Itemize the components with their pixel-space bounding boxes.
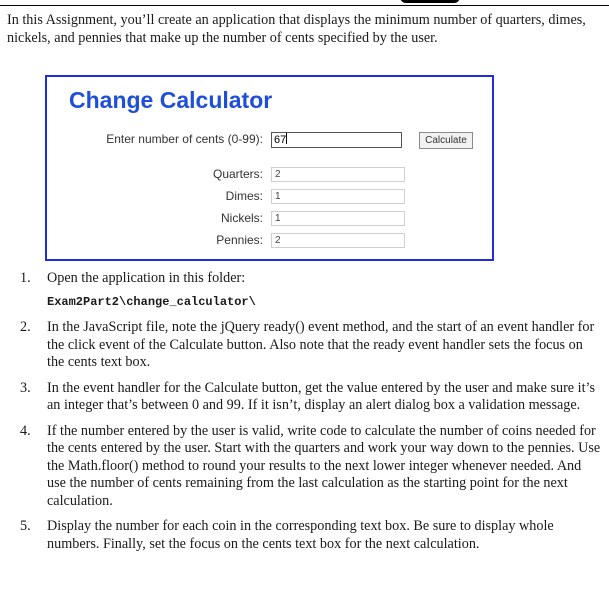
step-text: In the JavaScript file, note the jQuery ready() event method, and the start of an event handler for the click event of the Calculate button. Also note that the ready event handler sets the focus on the cents text box. [47, 319, 595, 370]
nickels-row [163, 211, 263, 227]
folder-path: Exam2Part2\change_calculator\ [47, 294, 256, 309]
pennies-label: Pennies: [216, 233, 263, 247]
step-number: 5. [20, 518, 31, 534]
step-1 [0, 270, 602, 311]
step-text: Open the application in this folder: [47, 270, 246, 286]
step-text: In the event handler for the Calculate button, get the value entered by the user and make sure it’s an integer that’s between 0 and 99. If it isn’t, display an alert dialog box a validation message. [47, 379, 595, 413]
cents-label: Enter number of cents (0-99): [106, 132, 263, 146]
nickels-label: Nickels: [220, 211, 263, 225]
pennies-field[interactable]: 2 [271, 233, 405, 248]
intro-paragraph: In this Assignment, you’ll create an application that displays the minimum number of quarters, dimes, nickels, and pennies that make up the number of cents specified by the user. [7, 12, 586, 46]
steps-list [0, 270, 609, 561]
step-4 [0, 423, 602, 511]
text-caret [286, 133, 287, 144]
step-number: 1. [20, 270, 31, 286]
change-calculator-figure [45, 75, 494, 261]
app-title: Change Calculator [69, 87, 273, 113]
step-number: 2. [20, 319, 31, 335]
cropped-heading [400, 0, 460, 3]
cents-value: 67 [274, 134, 287, 146]
top-rule [0, 0, 609, 6]
quarters-row [163, 167, 263, 183]
nickels-field[interactable]: 1 [271, 211, 405, 226]
dimes-field[interactable]: 1 [271, 189, 405, 204]
step-number: 4. [20, 422, 31, 439]
step-text: If the number entered by the user is valid, write code to calculate the number of coins needed for the cents entered by the user. Start with the quarters and work your way down to the pennies. Use the Math.floor() method to round your results to the next lower integer whenever needed. And use the number of cents remaining from the last calculation as the starting point for the next calculation. [47, 422, 601, 509]
step-2 [0, 319, 602, 372]
dimes-label: Dimes: [225, 189, 263, 203]
cents-input[interactable] [271, 132, 402, 148]
quarters-field[interactable]: 2 [271, 167, 405, 182]
step-3 [0, 380, 602, 415]
step-5 [0, 518, 602, 553]
step-text: Display the number for each coin in the corresponding text box. Be sure to display whole numbers. Finally, set the focus on the cents text box for the next calculation. [47, 518, 554, 552]
step-number: 3. [20, 379, 31, 396]
cents-row [77, 132, 263, 148]
pennies-row [163, 233, 263, 249]
calculate-button[interactable]: Calculate [419, 132, 473, 149]
dimes-row [163, 189, 263, 205]
quarters-label: Quarters: [212, 167, 263, 181]
